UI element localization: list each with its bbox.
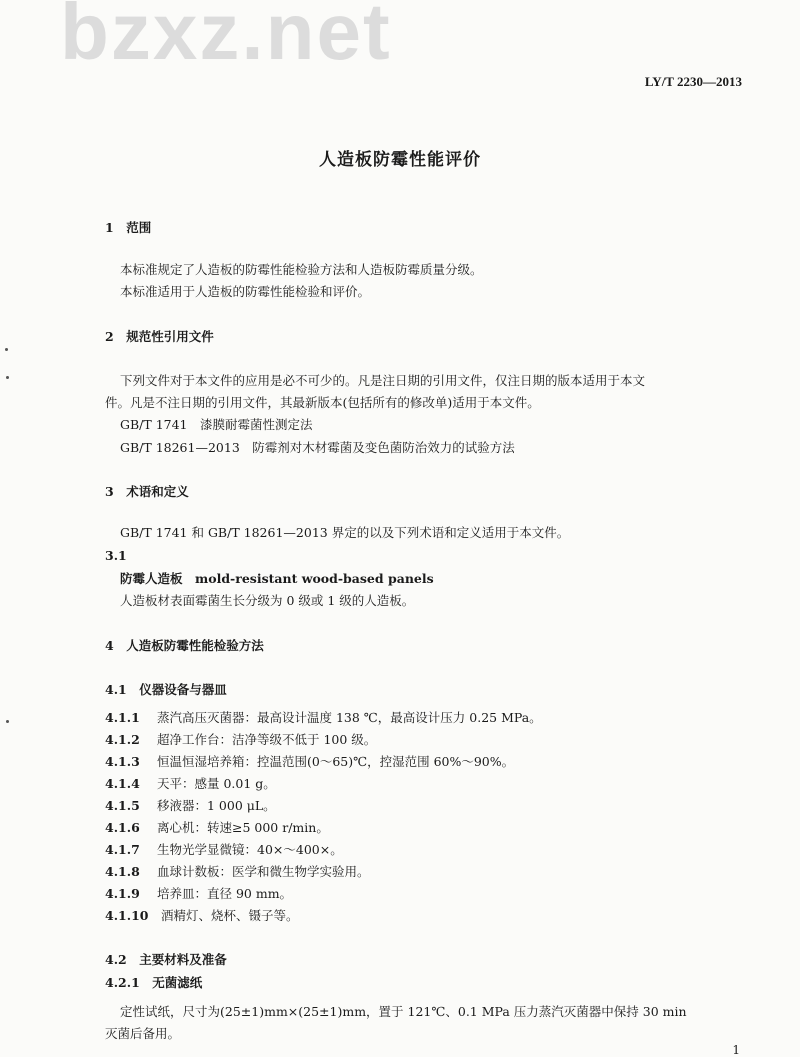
list-item (105, 776, 276, 792)
item-text: 血球计数板：医学和微生物学实验用。 (157, 864, 370, 879)
item-text: 天平：感量 0.01 g。 (157, 776, 276, 791)
item-number: 4.1.8 (105, 864, 140, 879)
section-4-2-heading: 4.2 主要材料及准备 (105, 952, 227, 967)
definition: 人造板材表面霉菌生长分级为 0 级或 1 级的人造板。 (120, 593, 415, 608)
paragraph: 本标准适用于人造板的防霉性能检验和评价。 (120, 284, 371, 299)
item-text: 酒精灯、烧杯、镊子等。 (161, 908, 299, 923)
paragraph: 本标准规定了人造板的防霉性能检验方法和人造板防霉质量分级。 (120, 262, 483, 277)
section-4-2-1-heading: 4.2.1 无菌滤纸 (105, 975, 203, 990)
item-text: 生物光学显微镜：40×～400×。 (157, 842, 343, 857)
item-number: 4.1.5 (105, 798, 140, 813)
item-number: 4.1.4 (105, 776, 140, 791)
item-text: 培养皿：直径 90 mm。 (157, 886, 293, 901)
section-2-heading: 2 规范性引用文件 (105, 329, 214, 344)
paragraph: 定性试纸，尺寸为(25±1)mm×(25±1)mm，置于 121℃、0.1 MPa 压力蒸汽灭菌器中保持 30 min (120, 1004, 687, 1019)
item-number: 4.1.1 (105, 710, 140, 725)
standard-code: LY/T 2230—2013 (644, 74, 742, 89)
item-text: 蒸汽高压灭菌器：最高设计温度 138 ℃，最高设计压力 0.25 MPa。 (157, 710, 542, 725)
item-text: 移液器：1 000 μL。 (157, 798, 276, 813)
paragraph: 灭菌后备用。 (105, 1026, 181, 1041)
scan-speck (5, 348, 8, 351)
section-1-heading: 1 范围 (105, 220, 152, 235)
item-text: 恒温恒湿培养箱：控温范围(0～65)℃，控湿范围 60%～90%。 (157, 754, 515, 769)
term: 防霉人造板 mold-resistant wood-based panels (120, 571, 434, 586)
list-item (105, 732, 376, 748)
scan-speck (6, 720, 9, 723)
paragraph: 件。凡是不注日期的引用文件，其最新版本(包括所有的修改单)适用于本文件。 (105, 395, 540, 410)
section-4-1-heading: 4.1 仪器设备与器皿 (105, 682, 227, 697)
list-item (105, 710, 542, 726)
list-item (105, 754, 514, 770)
list-item (105, 886, 292, 902)
page-number: 1 (732, 1043, 740, 1057)
item-number: 4.1.2 (105, 732, 140, 747)
item-number: 4.1.6 (105, 820, 140, 835)
list-item (105, 820, 329, 836)
list-item (105, 798, 276, 814)
watermark: bzxz.net (60, 0, 392, 76)
reference: GB/T 1741 漆膜耐霉菌性测定法 (120, 417, 313, 432)
section-3-heading: 3 术语和定义 (105, 484, 189, 499)
list-item (105, 908, 299, 924)
item-text: 超净工作台：洁净等级不低于 100 级。 (157, 732, 377, 747)
item-number: 4.1.7 (105, 842, 140, 857)
subsection-number: 3.1 (105, 548, 127, 563)
item-text: 离心机：转速≥5 000 r/min。 (157, 820, 329, 835)
reference: GB/T 18261—2013 防霉剂对木材霉菌及变色菌防治效力的试验方法 (120, 440, 515, 455)
document-title: 人造板防霉性能评价 (319, 150, 481, 170)
item-number: 4.1.9 (105, 886, 140, 901)
list-item (105, 864, 370, 880)
paragraph: 下列文件对于本文件的应用是必不可少的。凡是注日期的引用文件，仅注日期的版本适用于本文 (120, 373, 646, 388)
list-item (105, 842, 343, 858)
scan-speck (6, 376, 9, 379)
section-4-heading: 4 人造板防霉性能检验方法 (105, 638, 264, 653)
paragraph: GB/T 1741 和 GB/T 18261—2013 界定的以及下列术语和定义适用于本文件。 (120, 525, 570, 540)
item-number: 4.1.3 (105, 754, 140, 769)
item-number: 4.1.10 (105, 908, 149, 923)
